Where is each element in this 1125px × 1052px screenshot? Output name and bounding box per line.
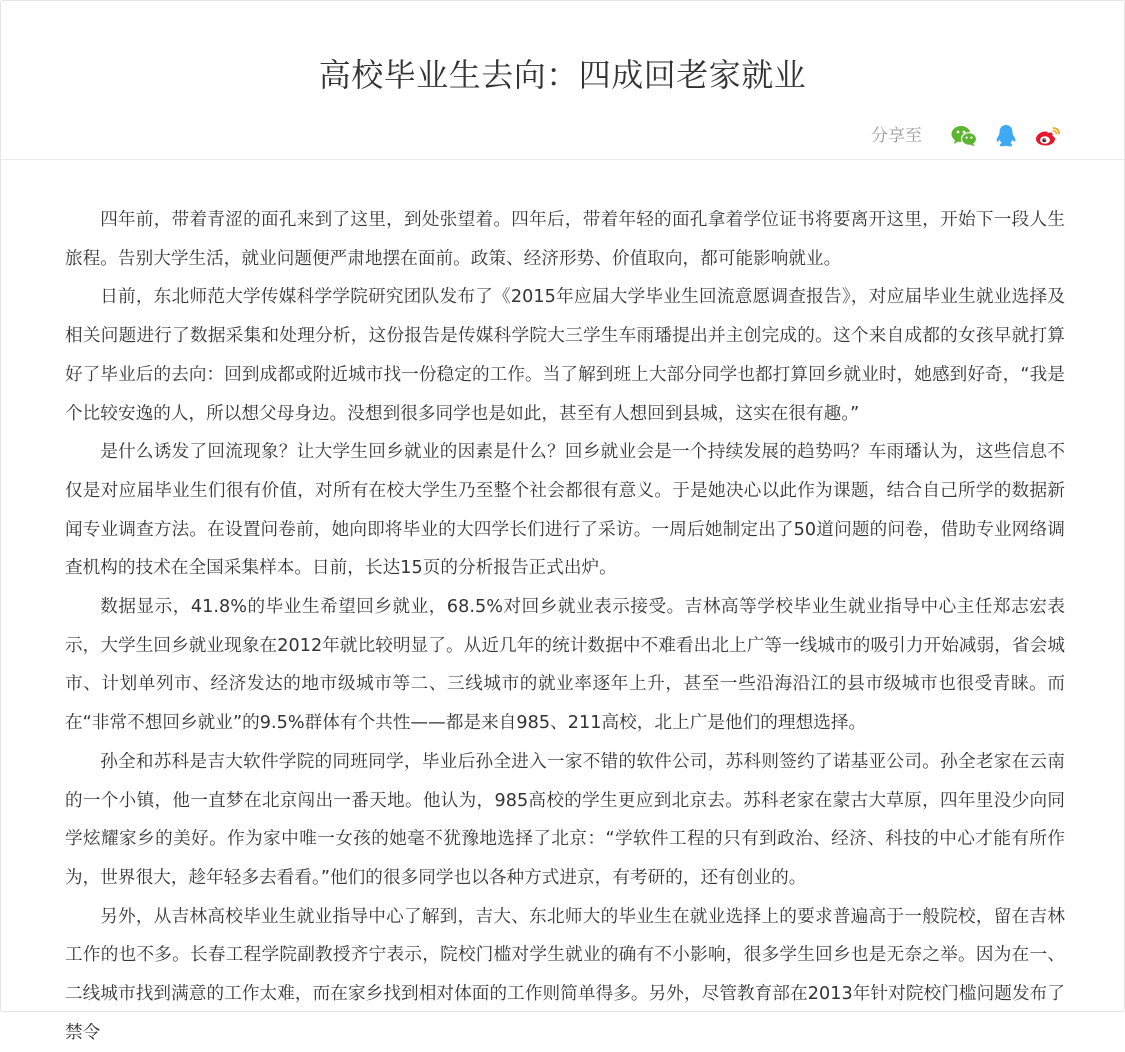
share-bar (871, 121, 1062, 151)
article-paragraph: 孙全和苏科是吉大软件学院的同班同学，毕业后孙全进入一家不错的软件公司，苏科则签约了诺基亚公司。孙全老家在云南的一个小镇，他一直梦在北京闯出一番天地。他认为，985高校的学生更应到北京去。苏科老家在蒙古大草原，四年里没少向同学炫耀家乡的美好。作为家中唯一女孩的她毫不犹豫地选择了北京：“学软件工程的只有到政治、经济、科技的中心才能有所作为，世界很大，趁年轻多去看看。”他们的很多同学也以各种方式进京，有考研的，还有创业的。 (65, 751, 1065, 888)
qq-icon[interactable] (992, 122, 1020, 150)
article-title: 高校毕业生去向：四成回老家就业 (318, 56, 807, 94)
article-paragraph: 四年前，带着青涩的面孔来到了这里，到处张望着。四年后，带着年轻的面孔拿着学位证书将要离开这里，开始下一段人生旅程。告别大学生活，就业问题便严肃地摆在面前。政策、经济形势、价值取向，都可能影响就业。 (65, 210, 1065, 269)
article-paragraph: 数据显示，41.8%的毕业生希望回乡就业，68.5%对回乡就业表示接受。吉林高等学校毕业生就业指导中心主任郑志宏表示，大学生回乡就业现象在2012年就比较明显了。从近几年的统计数据中不难看出北上广等一线城市的吸引力开始减弱，省会城市、计划单列市、经济发达的地市级城市等二、三线城市的就业率逐年上升，甚至一些沿海沿江的县市级城市也很受青睐。而在“非常不想回乡就业”的9.5%群体有个共性——都是来自985、211高校，北上广是他们的理想选择。 (65, 597, 1065, 734)
share-label: 分享至 (871, 126, 922, 146)
article-paragraph: 是什么诱发了回流现象？让大学生回乡就业的因素是什么？回乡就业会是一个持续发展的趋势吗？车雨璠认为，这些信息不仅是对应届毕业生们很有价值，对所有在校大学生乃至整个社会都很有意义。于是她决心以此作为课题，结合自己所学的数据新闻专业调查方法。在设置问卷前，她向即将毕业的大四学长们进行了采访。一周后她制定出了50道问题的问卷，借助专业网络调查机构的技术在全国采集样本。日前，长达15页的分析报告正式出炉。 (65, 442, 1065, 579)
article-header (1, 1, 1124, 160)
weibo-icon[interactable] (1034, 122, 1062, 150)
wechat-icon[interactable] (950, 122, 978, 150)
article-paragraph: 日前，东北师范大学传媒科学学院研究团队发布了《2015年应届大学毕业生回流意愿调查报告》，对应届毕业生就业选择及相关问题进行了数据采集和处理分析，这份报告是传媒科学院大三学生车雨璠提出并主创完成的。这个来自成都的女孩早就打算好了毕业后的去向：回到成都或附近城市找一份稳定的工作。当了解到班上大部分同学也都打算回乡就业时，她感到好奇，“我是个比较安逸的人，所以想父母身边。没想到很多同学也是如此，甚至有人想回到县城，这实在很有趣。” (65, 287, 1065, 424)
article-body (65, 201, 1065, 1052)
article-paragraph: 另外，从吉林高校毕业生就业指导中心了解到，吉大、东北师大的毕业生在就业选择上的要求普遍高于一般院校，留在吉林工作的也不多。长春工程学院副教授齐宁表示，院校门槛对学生就业的确有不小影响，很多学生回乡也是无奈之举。因为在一、二线城市找到满意的工作太难，而在家乡找到相对体面的工作则简单得多。另外，尽管教育部在2013年针对院校门槛问题发布了禁令 (65, 906, 1065, 1043)
